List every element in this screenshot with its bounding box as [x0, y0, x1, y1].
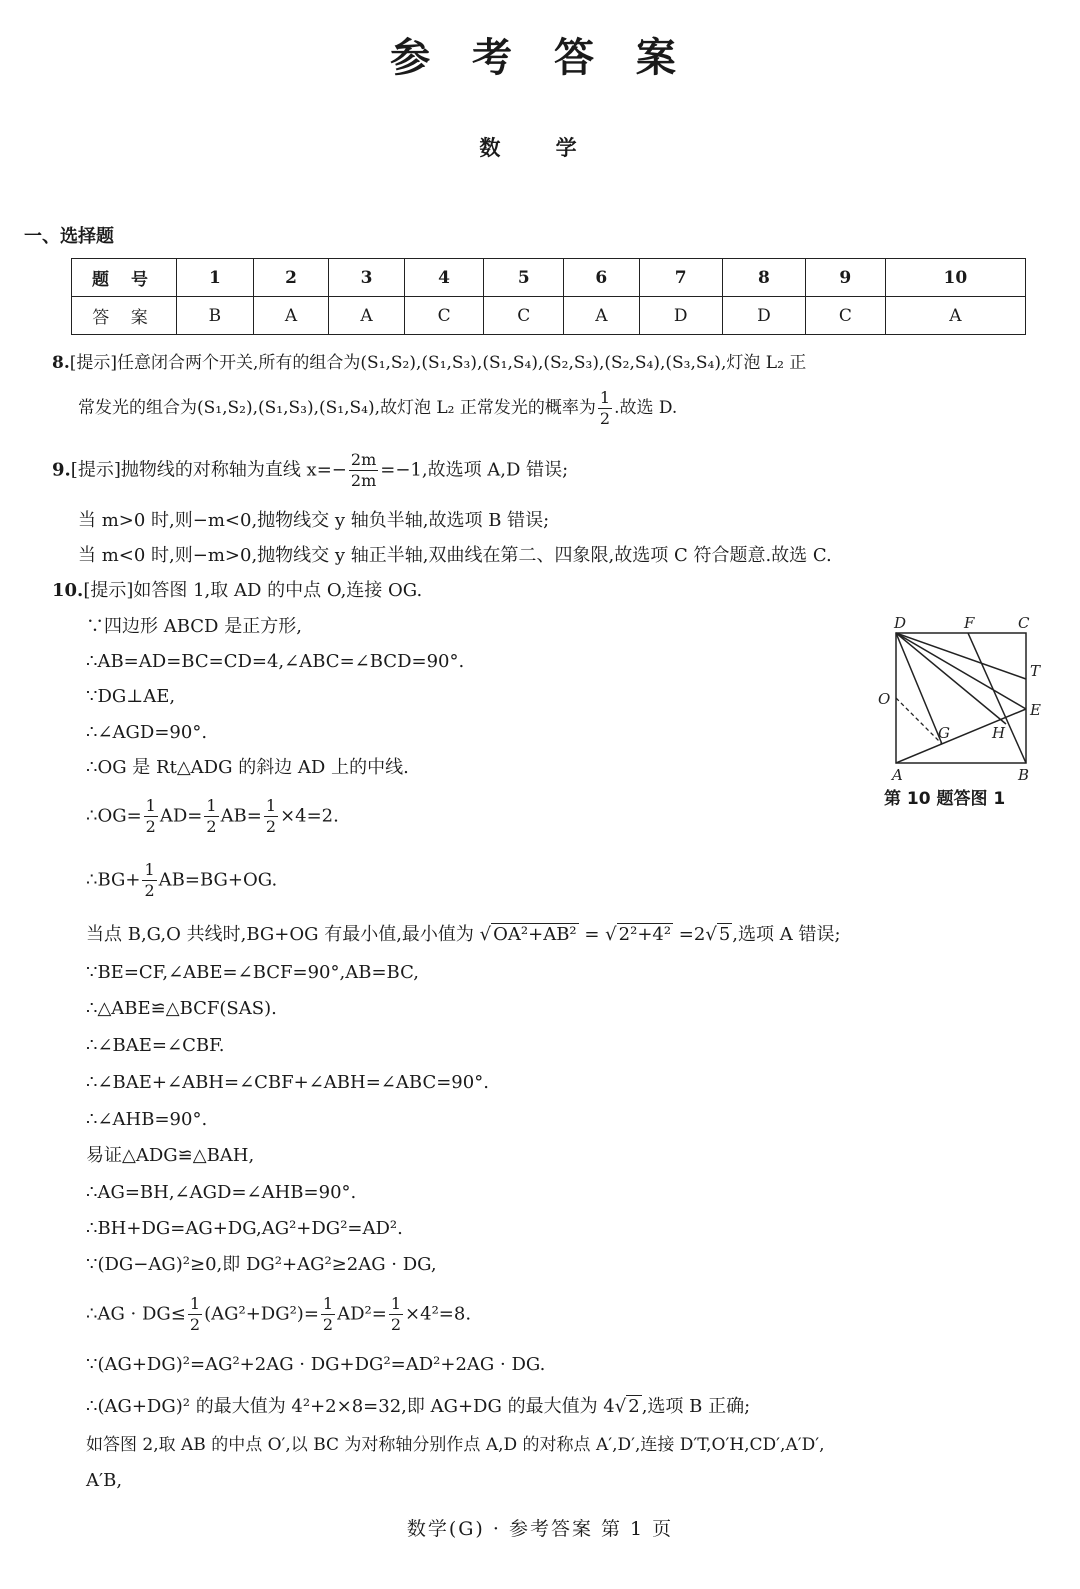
text-segment: ∴OG=	[86, 805, 142, 827]
fraction	[204, 796, 218, 837]
fraction	[321, 1294, 335, 1335]
q8-text2b: .故选 D.	[614, 398, 678, 418]
segment-dh	[896, 633, 1006, 724]
text-segment: (AG²+DG²)=	[204, 1303, 319, 1325]
text-segment: 当点 B,G,O 共线时,BG+OG 有最小值,最小值为	[86, 924, 480, 945]
q10-line: ∵(AG+DG)²=AG²+2AG · DG+DG²=AD²+2AG · DG.	[86, 1354, 546, 1375]
question-number: 3	[329, 259, 405, 297]
question-number: 7	[639, 259, 722, 297]
q8-line1	[52, 350, 806, 376]
text-segment: ∴BG+	[86, 869, 141, 891]
fraction	[142, 860, 156, 901]
text-segment: AD²=	[337, 1303, 387, 1325]
sqrt-radicand: 2	[628, 1396, 640, 1417]
fraction-numerator: 1	[189, 1294, 201, 1313]
text-segment: ×4²=8.	[405, 1303, 472, 1325]
sqrt-radicand: 5	[718, 924, 731, 945]
fraction-denominator: 2	[145, 817, 156, 836]
answer-cell: D	[639, 297, 722, 335]
q10-line: 如答图 2,取 AB 的中点 O′,以 BC 为对称轴分别作点 A,D 的对称点 A′,D′,连接 D′T,O′H,CD′,A′D′,	[86, 1435, 825, 1455]
label-c: C	[1018, 614, 1030, 632]
table-row-numbers	[72, 259, 1026, 297]
answer-cell: A	[564, 297, 640, 335]
fraction-numerator: 1	[145, 796, 156, 815]
fraction-numerator: 1	[390, 1294, 402, 1313]
q9-text1b: =−1,故选项 A,D 错误;	[380, 459, 569, 481]
fraction	[389, 1294, 403, 1335]
answer-cell: C	[806, 297, 886, 335]
q10-line: ∴AG=BH,∠AGD=∠AHB=90°.	[86, 1182, 357, 1203]
q10-line-ineq	[86, 1294, 471, 1335]
text-segment: ,选项 A 错误;	[732, 924, 841, 945]
fraction-denominator: 2	[322, 1315, 334, 1334]
q10-line-og	[86, 796, 339, 837]
subject-heading: 数 学	[479, 136, 601, 160]
sqrt-radicand: 2²+4²	[618, 924, 672, 945]
fraction	[264, 796, 278, 837]
q9-line2: 当 m>0 时,则−m<0,抛物线交 y 轴负半轴,故选项 B 错误;	[78, 510, 550, 531]
label-o: O	[878, 690, 891, 708]
label-e: E	[1030, 701, 1041, 719]
fraction	[144, 796, 158, 837]
fraction-denominator: 2	[206, 817, 217, 836]
question-number: 10	[885, 259, 1025, 297]
question-number: 1	[177, 259, 254, 297]
text-segment: AB=BG+OG.	[158, 869, 278, 891]
q8-text1: [提示]任意闭合两个开关,所有的组合为(S₁,S₂),(S₁,S₃),(S₁,S₄),(S₂,S₃),(S₂,S₄),(S₃,S₄),灯泡 L₂ 正	[69, 353, 807, 373]
text-segment: AD=	[159, 805, 203, 827]
fraction-numerator: 1	[599, 388, 611, 407]
question-number: 2	[253, 259, 329, 297]
q10-line: ∴BH+DG=AG+DG,AG²+DG²=AD².	[86, 1218, 403, 1239]
q10-line: ∴∠AHB=90°.	[86, 1109, 208, 1130]
text-segment: AB=	[220, 805, 262, 827]
fraction-denominator: 2m	[350, 471, 377, 490]
text-segment: =	[578, 924, 606, 945]
table-row-answers	[72, 297, 1026, 335]
q10-line: ∴AB=AD=BC=CD=4,∠ABC=∠BCD=90°.	[86, 651, 465, 672]
label-h: H	[992, 724, 1006, 742]
q9-line3: 当 m<0 时,则−m>0,抛物线交 y 轴正半轴,双曲线在第二、四象限,故选项 C 符合题意.故选 C.	[78, 545, 832, 566]
answer-cell: D	[722, 297, 805, 335]
q9-fraction	[349, 450, 378, 491]
text-segment: ∴AG · DG≤	[86, 1303, 186, 1325]
label-g: G	[938, 724, 950, 742]
q10-line: ∴OG 是 Rt△ADG 的斜边 AD 上的中线.	[86, 757, 409, 778]
segment-dt	[896, 633, 1026, 679]
q8-fraction	[598, 388, 612, 429]
fraction-denominator: 2	[189, 1315, 201, 1334]
fraction-numerator: 1	[206, 796, 217, 815]
question-number: 5	[484, 259, 564, 297]
geometry-figure	[872, 612, 1052, 787]
q10-line: ∵四边形 ABCD 是正方形,	[86, 616, 302, 637]
segment-ae	[896, 709, 1026, 763]
q9-line1	[52, 450, 568, 491]
segment-og-dashed	[896, 698, 942, 744]
q10-line: ∵(DG−AG)²≥0,即 DG²+AG²≥2AG · DG,	[86, 1254, 437, 1275]
q10-line: 易证△ADG≌△BAH,	[86, 1145, 255, 1166]
q9-text1a: [提示]抛物线的对称轴为直线 x=−	[70, 459, 347, 481]
fraction-numerator: 1	[144, 860, 155, 879]
q8-text2a: 常发光的组合为(S₁,S₂),(S₁,S₃),(S₁,S₄),故灯泡 L₂ 正常发光的概率为	[78, 398, 596, 418]
question-number: 9	[806, 259, 886, 297]
q10-intro	[52, 578, 422, 604]
text-segment: =2	[673, 924, 706, 945]
q10-number: 10.	[52, 580, 84, 601]
answer-cell: B	[177, 297, 254, 335]
label-a: A	[892, 766, 903, 784]
question-number: 4	[404, 259, 484, 297]
fraction-denominator: 2	[390, 1315, 402, 1334]
answer-cell: C	[484, 297, 564, 335]
fraction-denominator: 2	[599, 409, 611, 428]
question-number: 8	[722, 259, 805, 297]
label-d: D	[894, 614, 907, 632]
q10-line: A′B,	[86, 1470, 123, 1491]
fraction-denominator: 2	[144, 881, 155, 900]
q10-line: ∴∠BAE+∠ABH=∠CBF+∠ABH=∠ABC=90°.	[86, 1072, 489, 1093]
answer-cell: C	[404, 297, 484, 335]
fraction-numerator: 1	[322, 1294, 334, 1313]
q10-line-min: 当点 B,G,O 共线时,BG+OG 有最小值,最小值为 √ OA²+AB² = √ 2²+4² =2√ 5 ,选项 A 错误;	[86, 924, 841, 945]
text-segment: ,选项 B 正确;	[641, 1396, 751, 1417]
page-title: 参 考 答 案	[390, 35, 690, 81]
page-footer: 数学(G) · 参考答案 第 1 页	[406, 1518, 674, 1540]
section-heading: 一、选择题	[24, 226, 114, 247]
answer-cell: A	[885, 297, 1025, 335]
fraction-numerator: 2m	[350, 450, 377, 469]
q10-line: ∴∠BAE=∠CBF.	[86, 1035, 225, 1056]
label-b: B	[1018, 766, 1030, 784]
segment-de	[896, 633, 1026, 709]
row-label-answer: 答 案	[72, 297, 177, 335]
figure-caption: 第 10 题答图 1	[884, 789, 1006, 809]
row-label-number: 题 号	[72, 259, 177, 297]
segment-bf	[968, 633, 1026, 763]
answer-table	[71, 258, 1026, 335]
answer-cell: A	[253, 297, 329, 335]
segment-dg	[896, 633, 942, 744]
text-segment: ×4=2.	[280, 805, 339, 827]
fraction-numerator: 1	[265, 796, 277, 815]
q8-line2	[78, 388, 677, 429]
sqrt-radicand: OA²+AB²	[493, 924, 577, 945]
q10-line-bg	[86, 860, 277, 901]
text-segment: ∴(AG+DG)² 的最大值为 4²+2×8=32,即 AG+DG 的最大值为 4	[86, 1396, 615, 1417]
question-number: 6	[564, 259, 640, 297]
q10-line: ∴∠AGD=90°.	[86, 722, 208, 743]
label-t: T	[1030, 662, 1041, 680]
q10-intro-text: [提示]如答图 1,取 AD 的中点 O,连接 OG.	[83, 580, 423, 601]
answer-cell: A	[329, 297, 405, 335]
q8-number: 8.	[52, 353, 70, 373]
q10-line-max: ∴(AG+DG)² 的最大值为 4²+2×8=32,即 AG+DG 的最大值为 4√ 2 ,选项 B 正确;	[86, 1396, 751, 1417]
q10-line: ∵DG⊥AE,	[86, 686, 176, 707]
q10-line: ∵BE=CF,∠ABE=∠BCF=90°,AB=BC,	[86, 962, 419, 983]
q10-line: ∴△ABE≌△BCF(SAS).	[86, 998, 277, 1019]
fraction-denominator: 2	[265, 817, 277, 836]
q9-number: 9.	[52, 459, 71, 481]
label-f: F	[964, 614, 975, 632]
fraction	[188, 1294, 202, 1335]
